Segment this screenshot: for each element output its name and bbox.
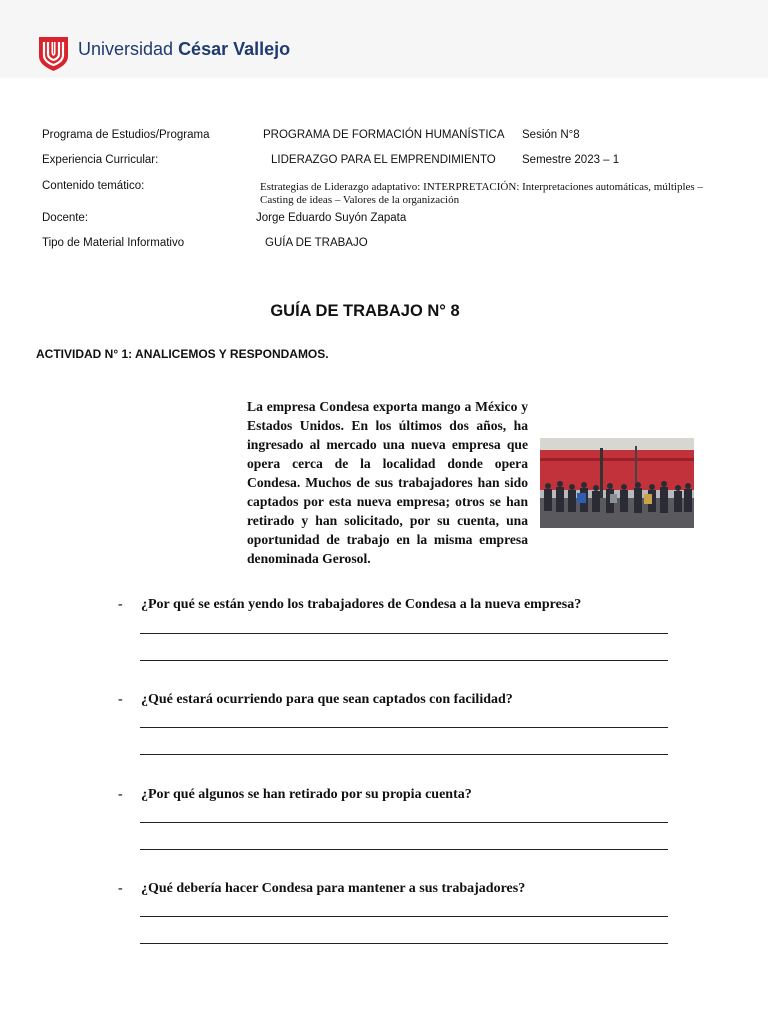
teacher-value: Jorge Eduardo Suyón Zapata (256, 212, 407, 224)
case-paragraph: La empresa Condesa exporta mango a México y Estados Unidos. En los últimos dos años, ha ingresado al mercado una nueva empresa que opera cerca de la localidad donde opera Condesa. Muchos de sus trabajadores han sido captados por esta nueva empresa; otros se han retirado y han solicitado, por su cuenta, una oportunidad de trabajo en la misma empresa denominada Gerosol. (247, 399, 528, 566)
question-1: ¿Por qué se están yendo los trabajadores de Condesa a la nueva empresa? (141, 597, 582, 612)
semester: Semestre 2023 – 1 (522, 154, 620, 166)
program-value: PROGRAMA DE FORMACIÓN HUMANÍSTICA (263, 129, 505, 141)
answer-line (140, 633, 668, 634)
answer-line (140, 727, 668, 728)
ucv-shield-logo-icon (38, 36, 69, 72)
question-3-bullet: - (118, 787, 123, 802)
answer-line (140, 754, 668, 755)
answer-line (140, 849, 668, 850)
answer-line (140, 916, 668, 917)
question-2: ¿Qué estará ocurriendo para que sean captados con facilidad? (141, 692, 513, 707)
answer-line (140, 660, 668, 661)
answer-line (140, 943, 668, 944)
university-word: Universidad (78, 39, 174, 59)
session-number: Sesión N°8 (522, 129, 580, 141)
content-value: Estrategias de Liderazgo adaptativo: INTERPRETACIÓN: Interpretaciones automáticas, múltiples – Casting de ideas – Valores de la organización (260, 181, 703, 206)
question-1-bullet: - (118, 597, 123, 612)
material-value: GUÍA DE TRABAJO (265, 237, 368, 249)
material-label: Tipo de Material Informativo (42, 237, 185, 249)
question-2-bullet: - (118, 692, 123, 707)
page-title: GUÍA DE TRABAJO N° 8 (270, 302, 460, 320)
activity-heading: ACTIVIDAD N° 1: ANALICEMOS Y RESPONDAMOS. (36, 347, 329, 361)
teacher-label: Docente: (42, 212, 89, 224)
workers-crowd-photo (540, 438, 694, 528)
answer-line (140, 822, 668, 823)
content-label: Contenido temático: (42, 180, 145, 192)
program-label: Programa de Estudios/Programa (42, 129, 210, 141)
university-name: César Vallejo (178, 39, 291, 59)
question-4-bullet: - (118, 881, 123, 896)
course-label: Experiencia Curricular: (42, 154, 159, 166)
course-value: LIDERAZGO PARA EL EMPRENDIMIENTO (271, 154, 496, 166)
question-4: ¿Qué debería hacer Condesa para mantener a sus trabajadores? (141, 881, 526, 896)
university-logo-text (78, 39, 290, 60)
question-3: ¿Por qué algunos se han retirado por su propia cuenta? (141, 787, 472, 802)
